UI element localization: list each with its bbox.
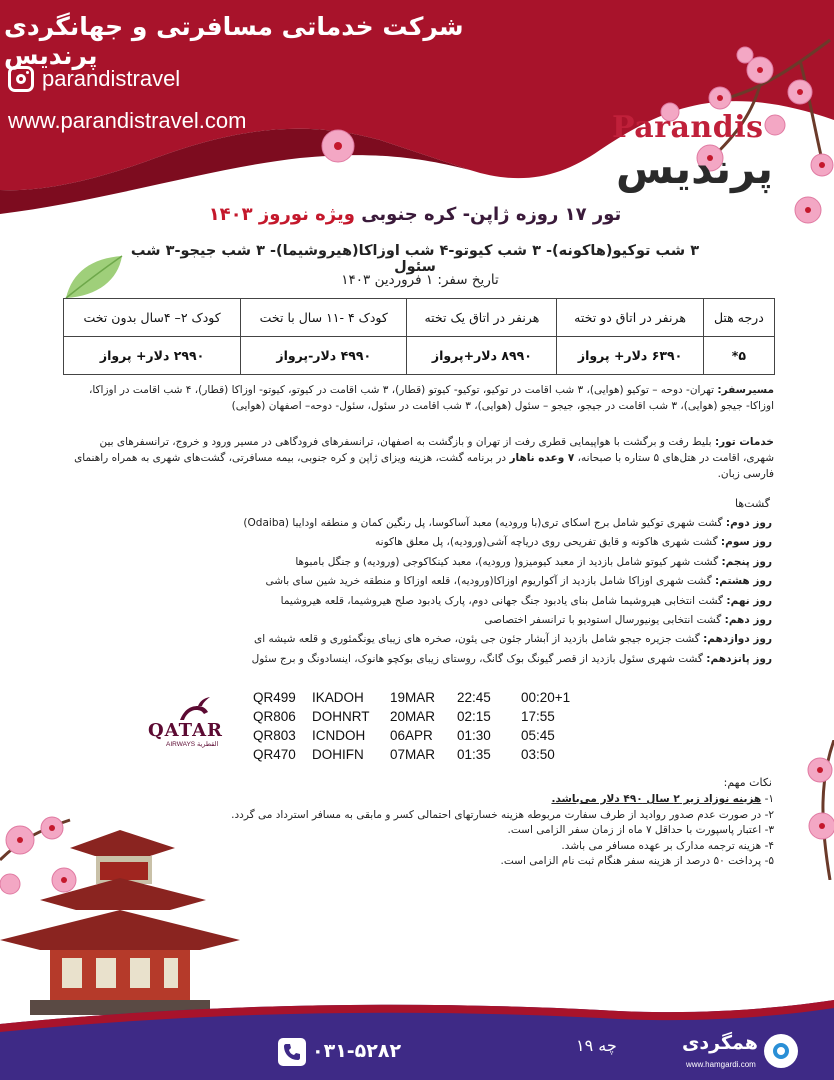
cherry-blossom-right — [790, 740, 834, 880]
tour-item — [160, 553, 772, 572]
price-table-header-row — [64, 299, 775, 337]
note-text: پرداخت ۵۰ درصد از هزینه سفر هنگام ثبت نام الزامی است. — [500, 855, 762, 868]
flight-row — [253, 688, 591, 707]
page-label: چه ۱۹ — [576, 1036, 617, 1055]
services-paragraph — [68, 434, 774, 482]
instagram-link[interactable] — [8, 66, 180, 92]
tour-item — [160, 533, 772, 552]
watermark-url: www.hamgardi.com — [686, 1060, 756, 1069]
tour-item — [160, 514, 772, 533]
note-number: ۵- — [764, 855, 774, 868]
tour-day: روز دوازدهم: — [703, 633, 772, 646]
note-text: هزینه ترجمه مدارک بر عهده مسافر می باشد. — [561, 839, 762, 852]
tour-day: روز سوم: — [720, 536, 772, 549]
route-text: تهران- دوحه – توکیو (هوایی)، ۳ شب اقامت در توکیو، توکیو- کیوتو (قطار)، ۳ شب اقامت در کیوتو، کیوتو- اوزاکا (قطار)، ۴ شب اقامت در اوزاکا، اوزاکا- جیجو (هوایی)، ۳ شب اقامت در جیجو، جیجو – سئول (هوایی)، ۳ شب اقامت در سئول، سئول- دوحه– اصفهان (هوایی) — [88, 384, 774, 412]
notes-list — [231, 792, 774, 870]
blossom-small-left — [316, 124, 360, 168]
price-table-cell: ۵* — [703, 337, 774, 375]
tour-item — [160, 650, 772, 669]
tour-list — [160, 514, 772, 669]
qatar-airways-logo — [148, 696, 236, 752]
oryx-icon — [176, 696, 212, 722]
logo-persian-text: پرندیس — [616, 144, 774, 193]
travel-date: تاریخ سفر: ۱ فروردین ۱۴۰۳ — [341, 272, 499, 288]
flight-route: ICNDOH — [312, 728, 366, 743]
note-text: در صورت عدم صدور روادید از طرف سفارت مربوطه هزینه خسارتهای احتمالی کسر و مابقی به مسافر استرداد می گردد. — [231, 808, 762, 821]
note-item — [280, 839, 774, 855]
tour-text: گشت انتخابی یونیورسال استودیو با ترانسفر اختصاصی — [484, 614, 725, 627]
note-number: ۴- — [764, 839, 774, 852]
note-number: ۳- — [764, 824, 774, 837]
tour-title-highlight: ویژه نوروز ۱۴۰۳ — [208, 204, 355, 225]
flight-departure: 22:45 — [457, 690, 491, 705]
pagoda-illustration — [0, 800, 240, 1015]
hamgardi-logo-icon — [764, 1034, 798, 1068]
flight-date: 07MAR — [390, 747, 436, 762]
flight-date: 19MAR — [390, 690, 436, 705]
tour-day: روز پنجم: — [721, 555, 772, 568]
airline-name: QATAR — [148, 720, 223, 741]
note-item — [280, 823, 774, 839]
flight-row — [253, 707, 591, 726]
tour-title-text: تور ۱۷ روزه ژاپن- کره جنوبی — [361, 204, 622, 225]
tour-item — [160, 630, 772, 649]
flight-date: 20MAR — [390, 709, 436, 724]
route-label: مسیرسفر: — [717, 384, 774, 396]
flight-route: DOHNRT — [312, 709, 370, 724]
tour-text: گشت جزیره جیجو شامل بازدید از آبشار جئون جی یئون، صخره های زیبای یونگمئوری و قلعه شیشه ای — [254, 633, 704, 646]
price-table-header: درجه هتل — [703, 299, 774, 337]
services-label: خدمات تور: — [714, 436, 774, 448]
tour-day: روز هشتم: — [715, 575, 772, 588]
flight-row — [253, 745, 591, 764]
tour-title — [120, 204, 710, 225]
flight-departure: 01:35 — [457, 747, 491, 762]
tour-day: روز دوم: — [725, 517, 772, 529]
watermark-text: همگردی — [682, 1032, 758, 1054]
logo-latin-text: Parandis — [612, 110, 764, 145]
price-table-row — [64, 337, 775, 375]
note-item — [231, 808, 774, 824]
note-number: ۲- — [764, 808, 774, 821]
flight-departure: 02:15 — [457, 709, 491, 724]
flight-number: QR806 — [253, 709, 296, 724]
tour-day: روز دهم: — [724, 614, 772, 627]
tour-text: گشت شهری اوزاکا شامل بازدید از آکواریوم اوزاکا(ورودیه)، قلعه اوزاکا و منطقه خرید شین سای باشی — [265, 575, 716, 588]
tours-heading: گشت‌ها — [734, 497, 770, 510]
flight-number: QR470 — [253, 747, 296, 762]
flight-number: QR803 — [253, 728, 296, 743]
price-table-header: هرنفر در اتاق دو تخته — [557, 299, 703, 337]
hamgardi-watermark — [678, 1030, 828, 1076]
note-item — [280, 792, 774, 808]
airline-subtitle: AIRWAYS القطرية — [166, 741, 219, 748]
note-number: ۱- — [764, 793, 774, 805]
flight-arrival: 03:50 — [521, 747, 555, 762]
notes-heading: نکات مهم: — [723, 776, 772, 789]
tour-itinerary-summary: ۳ شب توکیو(هاکونه)- ۳ شب کیوتو-۴ شب اوزاکا(هیروشیما)- ۳ شب جیجو-۳ شب سئول — [130, 243, 700, 275]
tour-item — [160, 611, 772, 630]
services-meals: ۷ وعده ناهار — [509, 452, 575, 464]
price-table-header: هرنفر در اتاق یک تخته — [407, 299, 557, 337]
price-table-cell: ۴۹۹۰ دلار-پرواز — [241, 337, 407, 375]
tour-day: روز نهم: — [726, 594, 772, 607]
phone-icon — [278, 1038, 306, 1066]
instagram-handle: parandistravel — [42, 66, 181, 91]
price-table-header: کودک ۲– ۴سال بدون تخت — [64, 299, 241, 337]
flight-route: DOHIFN — [312, 747, 364, 762]
instagram-icon — [8, 66, 34, 92]
flight-arrival: 17:55 — [521, 709, 555, 724]
flight-arrival: 05:45 — [521, 728, 555, 743]
parandis-logo — [612, 110, 792, 210]
price-table-cell: ۲۹۹۰ دلار+ پرواز — [64, 337, 241, 375]
price-table-cell: ۶۳۹۰ دلار+ پرواز — [557, 337, 703, 375]
tour-item — [160, 592, 772, 611]
flight-schedule-table — [253, 688, 591, 764]
price-table — [63, 298, 775, 375]
flight-route: IKADOH — [312, 690, 364, 705]
phone-number[interactable]: ۰۳۱-۵۲۸۲ — [312, 1040, 402, 1062]
tour-text: گشت شهر کیوتو شامل بازدید از معبد کیومیزو( ورودیه)، معبد کینکاکوجی (ورودیه) و جنگل بامبوها — [295, 555, 722, 568]
flight-number: QR499 — [253, 690, 296, 705]
price-table-cell: ۸۹۹۰ دلار+پرواز — [407, 337, 557, 375]
note-text: هزینه نوزاد زیر ۲ سال ۴۹۰ دلار می‌باشد. — [551, 793, 762, 805]
note-text: اعتبار پاسپورت با حداقل ۷ ماه از زمان سفر الزامی است. — [507, 824, 762, 837]
website-link[interactable]: www.parandistravel.com — [8, 108, 247, 133]
tour-text: گشت شهری سئول بازدید از قصر گیونگ بوک گانگ، روستای زیبای بوکچو هانوک، اینسادونگ و برج سئول — [251, 652, 707, 665]
tour-text: گشت انتخابی هیروشیما شامل بنای یادبود جنگ جهانی دوم، پارک یادبود صلح هیروشیما، قلعه هیروشیما — [280, 594, 727, 607]
services-text-b: در برنامه گشت، هزینه ویزای ژاپن و کره جنوبی، بیمه مسافرتی، گشت‌های شهری به همراه راهنمای فارسی زبان. — [74, 452, 774, 480]
route-paragraph — [68, 382, 774, 414]
tour-item — [160, 572, 772, 591]
tour-day: روز پانزدهم: — [706, 652, 772, 665]
company-name: شرکت خدماتی مسافرتی و جهانگردی پرندیس — [4, 12, 464, 70]
flight-departure: 01:30 — [457, 728, 491, 743]
note-item — [280, 854, 774, 870]
services-text-a: بلیط رفت و برگشت با هواپیمایی قطری رفت از تهران و بازگشت به اصفهان، ترانسفرهای فرودگاهی در مسیر ورود و خروج، ترانسفرهای بین شهری، اقامت در هتل‌های ۵ ستاره با صبحانه، — [99, 436, 774, 464]
flight-arrival: 00:20+1 — [521, 690, 571, 705]
price-table-header: کودک ۴ -۱۱ سال با تخت — [241, 299, 407, 337]
flight-row — [253, 726, 591, 745]
tour-text: گشت شهری توکیو شامل برج اسکای تری(با ورودیه) معبد آساکوسا، پل رنگین کمان و منطقه اودایبا (Odaiba) — [243, 517, 726, 529]
flight-date: 06APR — [390, 728, 433, 743]
tour-text: گشت شهری هاکونه و قایق تفریحی روی دریاچه آشی(ورودیه)، پل معلق هاکونه — [375, 536, 721, 549]
